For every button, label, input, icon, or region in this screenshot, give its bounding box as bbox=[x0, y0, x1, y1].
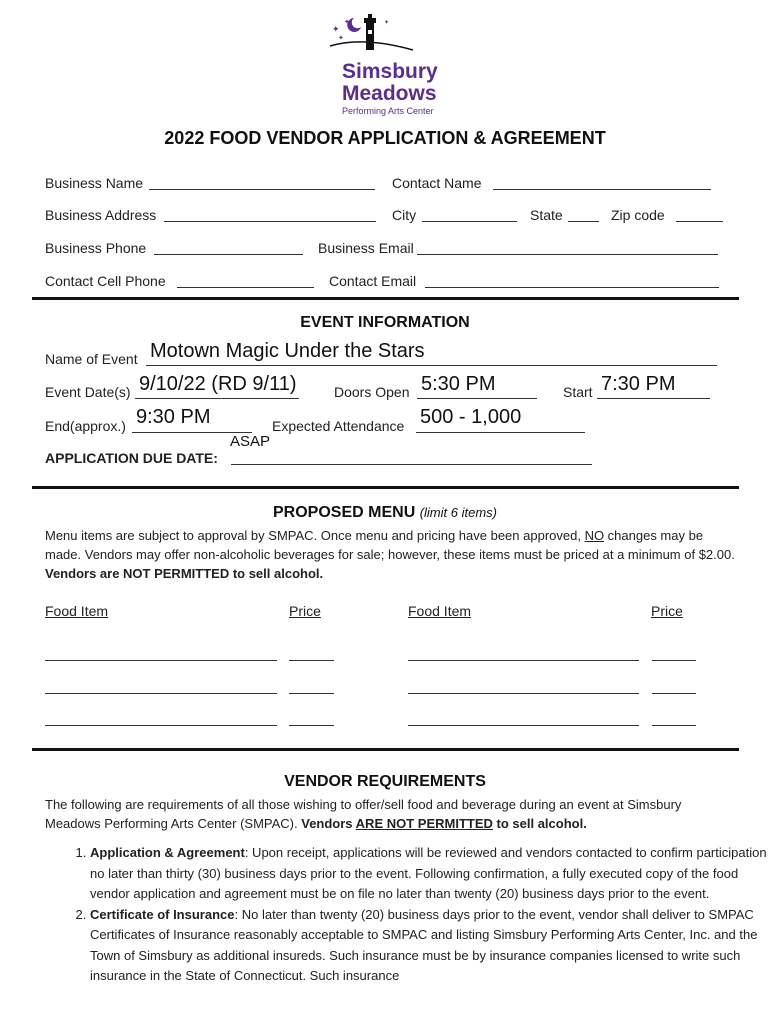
contact-name-label: Contact Name bbox=[392, 175, 482, 191]
business-address-field[interactable] bbox=[164, 208, 376, 222]
food-item-field[interactable] bbox=[45, 647, 277, 661]
business-phone-label: Business Phone bbox=[45, 240, 147, 256]
svg-text:✦: ✦ bbox=[332, 25, 340, 35]
food-item-field[interactable] bbox=[45, 680, 277, 694]
requirements-heading: VENDOR REQUIREMENTS bbox=[284, 773, 486, 790]
event-name-label: Name of Event bbox=[45, 351, 138, 367]
section-divider bbox=[32, 748, 739, 751]
logo-line-1: Simsbury bbox=[342, 60, 438, 83]
logo-line-3: Performing Arts Center bbox=[342, 106, 434, 116]
svg-text:✦: ✦ bbox=[384, 19, 390, 26]
menu-text-no: NO bbox=[584, 528, 605, 543]
requirement-item bbox=[90, 905, 770, 987]
menu-instructions bbox=[45, 526, 735, 583]
city-label: City bbox=[392, 207, 417, 223]
due-date-value: ASAP bbox=[230, 433, 271, 450]
event-info-heading: EVENT INFORMATION bbox=[300, 314, 470, 331]
start-label: Start bbox=[563, 384, 593, 400]
city-field[interactable] bbox=[422, 208, 517, 222]
food-item-field[interactable] bbox=[408, 712, 639, 726]
menu-heading-text: PROPOSED MENU bbox=[273, 504, 416, 521]
end-label: End(approx.) bbox=[45, 418, 126, 434]
price-field[interactable] bbox=[652, 680, 696, 694]
end-value: 9:30 PM bbox=[136, 406, 211, 428]
food-item-field[interactable] bbox=[45, 712, 277, 726]
price-header-right: Price bbox=[651, 603, 683, 619]
svg-text:✦: ✦ bbox=[344, 18, 350, 26]
contact-email-label: Contact Email bbox=[329, 273, 417, 289]
attendance-value: 500 - 1,000 bbox=[420, 406, 522, 428]
state-field[interactable] bbox=[568, 208, 599, 222]
price-field[interactable] bbox=[289, 647, 334, 661]
food-item-field[interactable] bbox=[408, 680, 639, 694]
state-label: State bbox=[530, 207, 563, 223]
requirements-intro-bold-1: Vendors bbox=[301, 816, 356, 831]
business-phone-field[interactable] bbox=[154, 241, 303, 255]
requirements-intro-text: The following are requirements of all those wishing to offer/sell food and beverage during an event at Simsbury Meadows Performing Arts Center (SMPAC). bbox=[45, 797, 682, 831]
due-date-field[interactable] bbox=[231, 451, 592, 465]
requirements-intro-bold-2: to sell alcohol. bbox=[492, 816, 587, 831]
menu-limit: (limit 6 items) bbox=[419, 505, 497, 520]
contact-name-field[interactable] bbox=[493, 176, 711, 190]
section-divider bbox=[32, 297, 739, 300]
price-field[interactable] bbox=[652, 647, 696, 661]
start-value: 7:30 PM bbox=[601, 373, 676, 395]
requirements-intro-bold-underlined: ARE NOT PERMITTED bbox=[355, 816, 493, 831]
event-dates-label: Event Date(s) bbox=[45, 384, 131, 400]
food-item-header-left: Food Item bbox=[45, 603, 109, 619]
requirement-title: Certificate of Insurance bbox=[90, 906, 235, 922]
attendance-label: Expected Attendance bbox=[272, 418, 405, 434]
svg-text:✦: ✦ bbox=[338, 34, 344, 42]
due-date-label: APPLICATION DUE DATE: bbox=[45, 450, 218, 466]
food-item-header-right: Food Item bbox=[408, 603, 472, 619]
menu-text-2: changes may be made. Vendors may offer non-alcoholic beverages for sale; however, these items must be priced at a minimum of $2.00. bbox=[45, 528, 735, 562]
menu-text-1: Menu items are subject to approval by SMPAC. Once menu and pricing have been approved, bbox=[45, 528, 585, 543]
requirement-item bbox=[90, 843, 770, 905]
doors-open-value: 5:30 PM bbox=[421, 373, 496, 395]
doors-open-label: Doors Open bbox=[334, 384, 410, 400]
business-email-label: Business Email bbox=[318, 240, 414, 256]
requirement-title: Application & Agreement bbox=[90, 845, 245, 860]
business-email-field[interactable] bbox=[417, 241, 718, 255]
logo bbox=[318, 12, 458, 118]
section-divider bbox=[32, 486, 739, 489]
zip-field[interactable] bbox=[676, 208, 723, 222]
contact-email-field[interactable] bbox=[425, 274, 719, 288]
price-field[interactable] bbox=[652, 712, 696, 726]
price-field[interactable] bbox=[289, 712, 334, 726]
menu-text-bold: Vendors are NOT PERMITTED to sell alcohol. bbox=[45, 566, 324, 581]
requirements-intro bbox=[45, 795, 735, 833]
price-header-left: Price bbox=[289, 603, 321, 619]
business-name-label: Business Name bbox=[45, 175, 144, 191]
requirements-list bbox=[42, 843, 770, 987]
business-address-label: Business Address bbox=[45, 207, 157, 223]
requirement-text: : No later than twenty (20) business days prior to the event, vendor shall deliver to SMPAC Certificates of Insurance reasonably acceptable to SMPAC and listing Simsbury Performing Arts Center, Inc. and the Town of Simsbury as additional insureds. Such insurance must be by insurance companies licensed to write such insurance in the State of Connecticut. Such insurance bbox=[90, 906, 758, 983]
cell-phone-label: Contact Cell Phone bbox=[45, 273, 166, 289]
business-name-field[interactable] bbox=[149, 176, 375, 190]
menu-heading bbox=[0, 504, 770, 522]
logo-line-2: Meadows bbox=[342, 82, 437, 105]
requirement-text: : Upon receipt, applications will be reviewed and vendors contacted to confirm participation no later than thirty (30) business days prior to the event. Following confirmation, a fully executed copy of the food vendor application and agreement must be on file no later than twenty (20) business days prior to the event. bbox=[90, 845, 767, 901]
page-title: 2022 FOOD VENDOR APPLICATION & AGREEMENT bbox=[164, 128, 606, 148]
price-field[interactable] bbox=[289, 680, 334, 694]
cell-phone-field[interactable] bbox=[177, 274, 314, 288]
zip-label: Zip code bbox=[611, 207, 665, 223]
event-dates-value: 9/10/22 (RD 9/11) bbox=[139, 373, 297, 395]
food-item-field[interactable] bbox=[408, 647, 639, 661]
event-name-value: Motown Magic Under the Stars bbox=[150, 340, 425, 362]
